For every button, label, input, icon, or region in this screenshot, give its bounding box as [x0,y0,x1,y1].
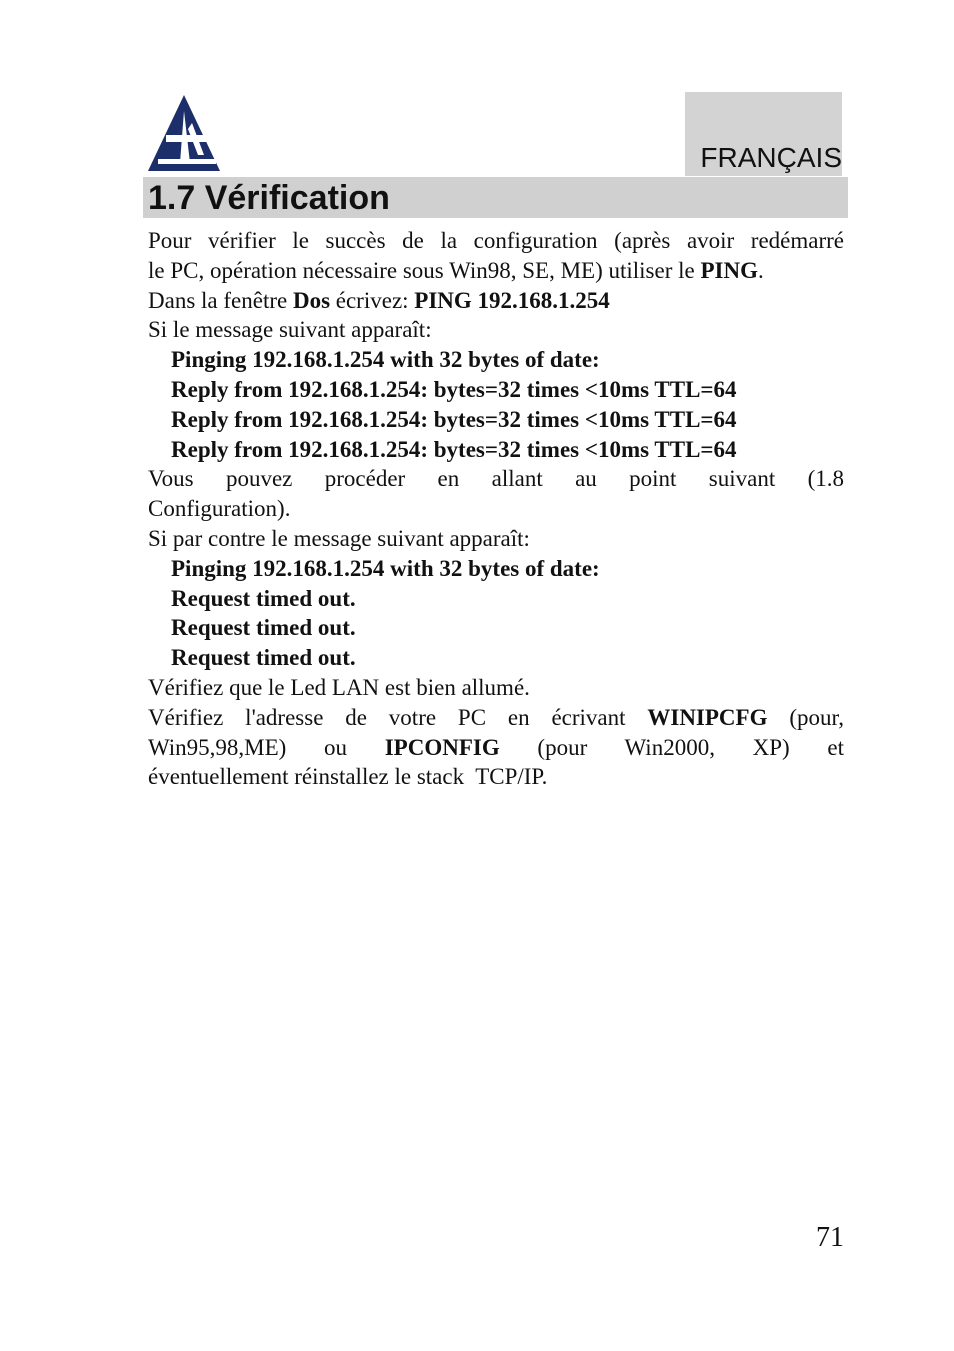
success-output-line: Reply from 192.168.1.254: bytes=32 times <10ms TTL=64 [171,436,737,462]
failure-output-line: Request timed out. [171,585,356,611]
language-label: FRANÇAIS [700,142,842,173]
next-step-line-2: Configuration). [148,496,291,522]
intro-line-4: Si le message suivant apparaît: [148,317,432,343]
winipcfg-keyword: WINIPCFG [647,704,768,730]
failure-output-line: Request timed out. [171,615,356,641]
ping-keyword: PING [700,257,758,283]
intro-line-1: Pour vérifier le succès de la configuration (après avoir redémarré [148,228,844,253]
failure-intro: Si par contre le message suivant apparaît: [148,525,530,551]
section-title: 1.7 Vérification [148,179,390,217]
check-address-line-1: Vérifiez l'adresse de votre PC en écrivant WINIPCFG (pour, [148,704,844,730]
intro-line-2: le PC, opération nécessaire sous Win98, SE, ME) utiliser le PING. [148,257,764,283]
language-tab [685,92,842,176]
dos-keyword: Dos [292,287,331,313]
next-step-line-1: Vous pouvez procéder en allant au point suivant (1.8 [148,466,844,492]
atlantis-logo-icon [148,93,220,171]
check-led: Vérifiez que le Led LAN est bien allumé. [148,674,530,700]
intro-line-3: Dans la fenêtre Dos écrivez: PING 192.168.1.254 [148,287,610,313]
document-body [148,226,844,792]
success-output-line: Pinging 192.168.1.254 with 32 bytes of date: [171,347,600,373]
section-header [143,177,848,218]
check-address-line-2: Win95,98,ME) ou IPCONFIG (pour Win2000, XP) et [148,734,844,760]
ping-command: PING 192.168.1.254 [414,287,610,313]
page-number: 71 [816,1222,844,1253]
ipconfig-keyword: IPCONFIG [384,734,500,760]
success-output-line: Reply from 192.168.1.254: bytes=32 times <10ms TTL=64 [171,376,737,402]
check-address-line-3: éventuellement réinstallez le stack TCP/IP. [148,764,548,790]
failure-output-line: Request timed out. [171,645,356,671]
success-output-line: Reply from 192.168.1.254: bytes=32 times <10ms TTL=64 [171,406,737,432]
failure-output-line: Pinging 192.168.1.254 with 32 bytes of date: [171,555,600,581]
